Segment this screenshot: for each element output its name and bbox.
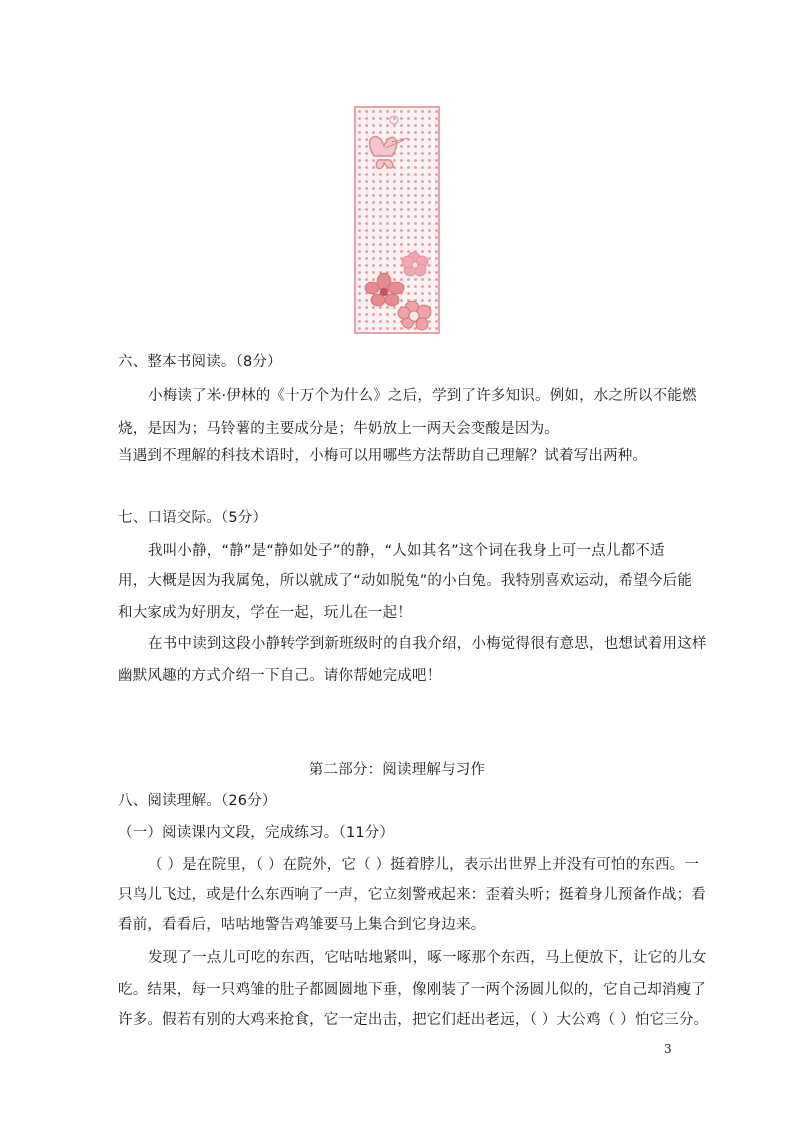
section6-text: 当遇到不理解的科技术语时，小梅可以用哪些方法帮助自己理解？试着写出两种。 xyxy=(118,448,648,464)
page-number: 3 xyxy=(664,1042,672,1056)
section6-heading: 六、整本书阅读。（8分） xyxy=(118,354,282,370)
section7-text: 和大家成为好朋友，学在一起，玩儿在一起！ xyxy=(118,605,412,621)
passage-text: 许多。假若有别的大鸡来抢食，它一定出击，把它们赶出老远，（ ）大公鸡（ ）怕它三分。 xyxy=(118,1012,709,1028)
butterfly-icon xyxy=(370,137,408,169)
section8-heading: 八、阅读理解。（26分） xyxy=(118,793,277,809)
bookmark-hole-icon xyxy=(390,116,398,124)
section7-text: 在书中读到这段小静转学到新班级时的自我介绍，小梅觉得很有意思，也想试着用这样 xyxy=(148,636,707,652)
large-flower-icon xyxy=(365,273,404,306)
section6-text: 小梅读了米·伊林的《十万个为什么》之后，学到了许多知识。例如，水之所以不能燃 xyxy=(148,388,697,404)
bookmark-decoration xyxy=(356,108,438,332)
small-flower-icon xyxy=(402,252,428,276)
section7-text: 我叫小静，“静”是“静如处子”的静，“人如其名”这个词在我身上可一点儿都不适 xyxy=(148,543,665,559)
section7-heading: 七、口语交际。（5分） xyxy=(118,510,268,526)
part2-title: 第二部分：阅读理解与习作 xyxy=(308,762,486,778)
passage-text: 吃。结果，每一只鸡雏的肚子都圆圆地下垂，像刚装了一两个汤圆儿似的，它自己却消瘦了 xyxy=(118,982,706,998)
passage-text: 看前，看看后，咕咕地警告鸡雏要马上集合到它身边来。 xyxy=(118,917,486,933)
section8-subheading: （一）阅读课内文段，完成练习。（11分） xyxy=(118,825,395,841)
section7-text: 幽默风趣的方式介绍一下自己。请你帮她完成吧！ xyxy=(118,668,442,684)
passage-text: （ ）是在院里，（ ）在院外，它（ ）挺着脖儿，表示出世界上并没有可怕的东西。一 xyxy=(148,857,700,873)
passage-text: 发现了一点儿可吃的东西，它咕咕地紧叫，啄一啄那个东西，马上便放下，让它的儿女 xyxy=(148,950,707,966)
section6-text: 烧，是因为；马铃薯的主要成分是；牛奶放上一两天会变酸是因为。 xyxy=(118,421,559,437)
passage-text: 只鸟儿飞过，或是什么东西响了一声，它立刻警戒起来：歪着头听；挺着身儿预备作战；看 xyxy=(118,887,706,903)
bookmark-illustration xyxy=(354,106,440,334)
section7-text: 用，大概是因为我属兔，所以就成了“动如脱兔”的小白兔。我特别喜欢运动，希望今后能 xyxy=(118,573,693,589)
bottom-flower-icon xyxy=(398,301,431,330)
